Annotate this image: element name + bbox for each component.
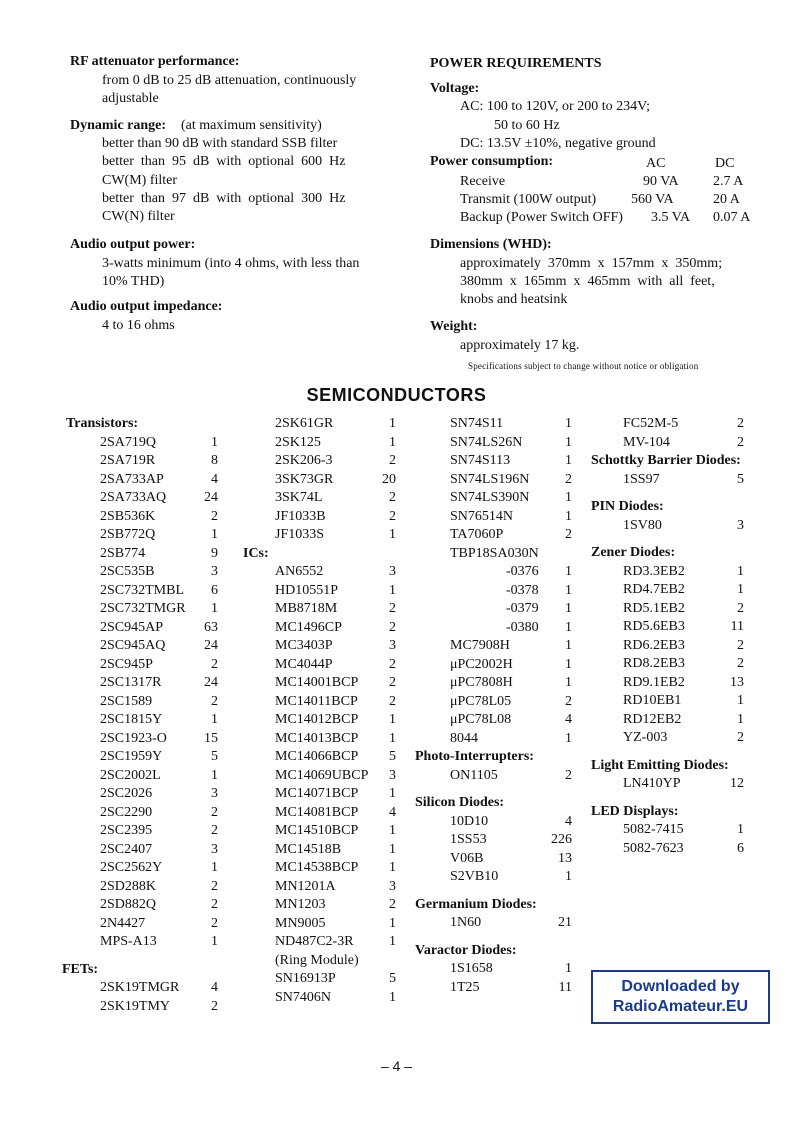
part-number: 2SC1923-O (100, 730, 167, 746)
part-number: MC14071BCP (275, 786, 359, 801)
spec-consumption-label: Transmit (100W output) (460, 192, 597, 207)
part-number: LN410YP (623, 776, 681, 791)
part-quantity: 63 (204, 619, 218, 635)
part-quantity: 6 (737, 840, 744, 856)
part-number: 2SC2407 (100, 841, 153, 857)
part-row (0, 674, 748, 692)
part-number: 2SA719Q (100, 434, 157, 450)
part-number: YZ-003 (623, 730, 668, 745)
part-row (0, 618, 748, 636)
spec-consumption-ac: 560 VA (631, 192, 674, 207)
spec-dynamic-line: CW(M) filter (102, 173, 178, 188)
part-number: MC14011BCP (275, 693, 358, 709)
category-heading (0, 544, 748, 562)
part-number: JF1033S (275, 527, 325, 542)
part-quantity: 1 (389, 915, 396, 931)
part-quantity: 1 (389, 416, 396, 431)
spec-rf-line: adjustable (102, 91, 159, 106)
part-quantity: 1 (565, 434, 572, 450)
spec-dynamic-note: (at maximum sensitivity) (181, 118, 322, 133)
category-label: Photo-Interrupters: (415, 749, 534, 764)
part-quantity: 1 (565, 869, 572, 884)
spec-consumption-col-ac: AC (646, 156, 666, 171)
part-quantity: 13 (730, 674, 744, 690)
part-row (0, 692, 748, 710)
part-number: -0380 (506, 619, 539, 635)
part-quantity: 13 (558, 850, 572, 866)
spec-audio-line: 3-watts minimum (into 4 ohms, with less than (102, 256, 360, 271)
part-quantity: 2 (565, 527, 572, 542)
part-number: μPC78L05 (450, 693, 512, 709)
page-number: – 4 – (380, 1058, 413, 1074)
part-quantity: 1 (565, 564, 572, 579)
part-quantity: 1 (389, 527, 396, 542)
part-number: MV-104 (623, 434, 670, 450)
spec-audio-line: 10% THD) (102, 274, 165, 289)
part-number: 5082-7623 (623, 840, 684, 856)
part-quantity: 1 (565, 508, 572, 524)
spec-dimensions-line: knobs and heatsink (460, 292, 568, 307)
part-quantity: 2 (211, 508, 218, 524)
part-number: 2SC2562Y (100, 860, 163, 875)
part-number: SN74S11 (450, 416, 504, 431)
part-quantity: 24 (204, 675, 218, 690)
spec-voltage-line: DC: 13.5V ±10%, negative ground (460, 136, 656, 151)
part-quantity: 3 (389, 638, 396, 653)
part-number: 2SC2002L (100, 767, 161, 783)
stamp-line: RadioAmateur.EU (612, 998, 749, 1015)
part-number: MN1201A (275, 878, 336, 894)
part-number: RD8.2EB3 (623, 656, 685, 671)
part-number: MPS-A13 (100, 934, 157, 949)
part-number: 10D10 (450, 813, 489, 829)
part-number: 2SB772Q (100, 527, 156, 542)
spec-weight-heading: Weight: (430, 319, 478, 334)
part-number: -0376 (506, 564, 539, 579)
spec-consumption-ac: 90 VA (643, 174, 679, 189)
part-number: RD4.7EB2 (623, 582, 685, 597)
part-quantity: 3 (211, 841, 218, 857)
part-quantity: 2 (389, 693, 396, 709)
category-label: Silicon Diodes: (415, 795, 505, 810)
part-number: MC14066BCP (275, 749, 359, 764)
part-quantity: 2 (211, 804, 218, 820)
part-number: MC14518B (275, 841, 342, 857)
part-row (0, 415, 748, 433)
part-number: 1N60 (450, 915, 482, 930)
part-quantity: 5 (389, 971, 396, 986)
spec-consumption-ac: 3.5 VA (651, 210, 691, 225)
part-number: 2SK19TMGR (100, 980, 180, 995)
category-heading (0, 498, 748, 516)
part-number: 1SS97 (623, 471, 660, 487)
part-number: MC14510BCP (275, 823, 359, 838)
category-label: FETs: (62, 961, 99, 977)
part-number: 2SC945AP (100, 619, 164, 635)
spec-impedance-heading: Audio output impedance: (70, 299, 223, 314)
part-quantity: 11 (730, 619, 744, 634)
category-label: Schottky Barrier Diodes: (591, 453, 741, 468)
part-number: 2SD882Q (100, 897, 157, 912)
part-quantity: 3 (211, 564, 218, 579)
part-quantity: 1 (211, 767, 218, 783)
part-number: 2SC1959Y (100, 749, 163, 764)
part-number: MC14538BCP (275, 860, 359, 875)
part-number: 2SC945AQ (100, 638, 166, 653)
part-quantity: 4 (565, 813, 572, 829)
part-quantity: 1 (211, 527, 218, 542)
part-number: RD5.6EB3 (623, 619, 685, 634)
part-quantity: 2 (565, 693, 572, 709)
spec-consumption-label: Receive (460, 174, 506, 189)
part-quantity: 3 (389, 564, 396, 579)
part-quantity: 12 (730, 776, 744, 791)
part-number: SN74S113 (450, 453, 511, 468)
part-number: 2SC2026 (100, 786, 153, 801)
spec-consumption-dc: 0.07 A (713, 210, 751, 225)
part-number: ON1105 (450, 767, 498, 783)
spec-rf-heading: RF attenuator performance: (70, 54, 240, 69)
category-heading (0, 452, 748, 470)
part-quantity: 2 (737, 416, 744, 431)
part-quantity: 226 (551, 832, 572, 847)
spec-dynamic-line: CW(N) filter (102, 209, 175, 224)
part-number: HD10551P (275, 582, 339, 598)
part-quantity: 1 (565, 675, 572, 690)
part-quantity: 2 (389, 897, 396, 912)
part-quantity: 2 (565, 471, 572, 487)
part-row (0, 979, 576, 997)
part-number: SN74LS390N (450, 490, 530, 505)
part-number: SN74LS26N (450, 434, 523, 450)
part-quantity: 1 (389, 786, 396, 801)
part-number: -0378 (506, 582, 539, 598)
category-heading (0, 803, 748, 821)
category-label: LED Displays: (591, 803, 679, 819)
part-row (0, 471, 748, 489)
part-number: 2SC945P (100, 656, 153, 672)
part-quantity: 2 (211, 823, 218, 838)
part-quantity: 8 (211, 453, 218, 468)
part-quantity: 2 (565, 767, 572, 783)
part-number: RD3.3EB2 (623, 563, 685, 579)
spec-dimensions-heading: Dimensions (WHD): (430, 237, 552, 252)
part-number: V06B (450, 850, 484, 866)
part-number: (Ring Module) (275, 952, 359, 968)
part-quantity: 4 (211, 471, 218, 487)
part-number: 2SC732TMGR (100, 601, 186, 616)
part-quantity: 24 (204, 490, 218, 505)
part-quantity: 1 (389, 860, 396, 875)
category-label: Light Emitting Diodes: (591, 757, 729, 773)
part-quantity: 4 (389, 804, 396, 820)
category-label: PIN Diodes: (591, 499, 664, 514)
part-quantity: 4 (211, 980, 218, 995)
part-number: 2SC2395 (100, 823, 153, 838)
part-quantity: 2 (211, 998, 218, 1014)
part-number: SN74LS196N (450, 471, 530, 487)
part-number: 2SA733AP (100, 471, 164, 487)
category-heading (0, 757, 748, 775)
part-number: MC7908H (450, 638, 510, 653)
category-label: Germanium Diodes: (415, 896, 537, 912)
part-quantity: 2 (211, 878, 218, 894)
part-quantity: 1 (565, 638, 572, 653)
spec-impedance-line: 4 to 16 ohms (102, 318, 175, 333)
part-number: RD9.1EB2 (623, 674, 685, 690)
part-number: 2SK61GR (275, 416, 334, 431)
part-quantity: 1 (211, 934, 218, 949)
part-quantity: 2 (211, 693, 218, 709)
part-number: RD12EB2 (623, 711, 682, 727)
part-quantity: 2 (389, 675, 396, 690)
part-quantity: 2 (737, 434, 744, 450)
part-number: S2VB10 (450, 869, 499, 884)
category-label: Zener Diodes: (591, 545, 676, 560)
part-row (0, 434, 748, 452)
spec-audio-heading: Audio output power: (70, 237, 196, 252)
part-number: MN1203 (275, 897, 326, 912)
part-quantity: 1 (211, 434, 218, 450)
parts-column-4 (0, 415, 760, 975)
spec-dimensions-line: 380mm x 165mm x 465mm with all feet, (460, 274, 715, 289)
part-row (0, 821, 748, 839)
part-number: MC14081BCP (275, 804, 359, 820)
part-quantity: 2 (389, 619, 396, 635)
part-quantity: 2 (389, 508, 396, 524)
part-row (0, 637, 748, 655)
spec-voltage-heading: Voltage: (430, 81, 480, 96)
part-quantity: 3 (737, 517, 744, 533)
spec-consumption-dc: 2.7 A (713, 174, 744, 189)
part-number: μPC7808H (450, 675, 513, 690)
spec-consumption-heading: Power consumption: (430, 154, 554, 169)
part-quantity: 2 (389, 453, 396, 468)
category-label: Transistors: (66, 416, 139, 431)
part-quantity: 24 (204, 638, 218, 653)
part-quantity: 11 (558, 979, 572, 995)
part-quantity: 6 (211, 582, 218, 598)
part-number: 2SC732TMBL (100, 582, 185, 598)
part-number: MC14069UBCP (275, 767, 369, 783)
part-number: μPC2002H (450, 656, 513, 672)
part-quantity: 1 (565, 961, 572, 976)
part-row (0, 655, 748, 673)
part-row (0, 840, 748, 858)
part-quantity: 1 (211, 601, 218, 616)
part-quantity: 2 (737, 656, 744, 671)
part-number: 1S1658 (450, 961, 493, 976)
part-number: μPC78L08 (450, 712, 512, 727)
part-number: RD5.1EB2 (623, 600, 685, 616)
part-quantity: 2 (211, 656, 218, 672)
part-number: SN76514N (450, 508, 514, 524)
part-quantity: 1 (389, 823, 396, 838)
part-number: 1SS53 (450, 832, 487, 847)
part-quantity: 2 (737, 600, 744, 616)
part-row (0, 775, 748, 793)
spec-consumption-dc: 20 A (713, 192, 740, 207)
category-label: ICs: (243, 545, 269, 561)
part-number: MC1496CP (275, 619, 342, 635)
part-number: RD10EB1 (623, 693, 682, 708)
spec-voltage-line: 50 to 60 Hz (494, 118, 560, 133)
part-number: MC14013BCP (275, 730, 359, 746)
part-number: 2SC1317R (100, 675, 162, 690)
part-quantity: 1 (565, 416, 572, 431)
part-number: 1SV80 (623, 517, 662, 533)
part-quantity: 2 (737, 637, 744, 653)
category-label: Varactor Diodes: (415, 942, 517, 958)
part-number: AN6552 (275, 564, 324, 579)
part-number: 2SD288K (100, 878, 157, 894)
part-quantity: 2 (211, 915, 218, 931)
part-quantity: 1 (389, 841, 396, 857)
download-stamp (591, 970, 770, 1024)
spec-dynamic-line: better than 97 dB with optional 300 Hz (102, 191, 346, 206)
part-quantity: 1 (737, 711, 744, 727)
part-number: MB8718M (275, 601, 338, 616)
part-quantity: 3 (211, 786, 218, 801)
part-number: MC4044P (275, 656, 333, 672)
part-quantity: 1 (737, 822, 744, 837)
part-row (0, 563, 748, 581)
part-number: 2SC2290 (100, 804, 153, 820)
spec-consumption-col-dc: DC (715, 156, 735, 171)
part-quantity: 1 (389, 712, 396, 727)
part-quantity: 1 (565, 490, 572, 505)
part-number: 2SB774 (100, 545, 146, 561)
part-number: ND487C2-3R (275, 934, 354, 949)
spec-disclaimer: Specifications subject to change without notice or obligation (468, 361, 699, 371)
part-number: SN16913P (275, 971, 336, 986)
part-quantity: 20 (382, 471, 396, 487)
spec-dynamic-line: better than 90 dB with standard SSB filter (102, 136, 338, 151)
part-number: 5082-7415 (623, 822, 684, 837)
spec-dynamic-line: better than 95 dB with optional 600 Hz (102, 154, 346, 169)
spec-weight-line: approximately 17 kg. (460, 338, 580, 353)
part-row (0, 581, 748, 599)
part-quantity: 1 (389, 989, 396, 1005)
spec-rf-line: from 0 dB to 25 dB attenuation, continuously (102, 73, 357, 88)
spec-dimensions-line: approximately 370mm x 157mm x 350mm; (460, 256, 723, 271)
part-quantity: 1 (565, 582, 572, 598)
part-quantity: 5 (737, 471, 744, 487)
part-quantity: 1 (389, 730, 396, 746)
part-quantity: 1 (211, 712, 218, 727)
part-number: 2SK206-3 (275, 453, 333, 468)
part-quantity: 1 (565, 601, 572, 616)
part-quantity: 3 (389, 767, 396, 783)
part-quantity: 1 (565, 656, 572, 672)
part-number: FC52M-5 (623, 416, 679, 431)
part-number: RD6.2EB3 (623, 637, 685, 653)
part-number: 8044 (450, 730, 478, 746)
part-number: MC3403P (275, 638, 333, 653)
part-number: 2SC1589 (100, 693, 153, 709)
part-quantity: 2 (389, 601, 396, 616)
part-number: -0379 (506, 601, 539, 616)
spec-power-heading: POWER REQUIREMENTS (430, 56, 602, 71)
part-quantity: 1 (565, 730, 572, 746)
part-quantity: 1 (737, 582, 744, 597)
part-quantity: 1 (737, 693, 744, 708)
part-number: 3SK74L (275, 490, 323, 505)
part-quantity: 15 (204, 730, 218, 746)
spec-dynamic-heading: Dynamic range: (70, 118, 167, 133)
part-row (0, 517, 748, 535)
spec-voltage-line: AC: 100 to 120V, or 200 to 234V; (460, 99, 651, 114)
part-quantity: 1 (565, 453, 572, 468)
part-number: 2SA733AQ (100, 490, 167, 505)
part-number: 2SC1815Y (100, 712, 163, 727)
part-number: SN7406N (275, 989, 332, 1005)
part-number: 2SC535B (100, 564, 155, 579)
part-number: 3SK73GR (275, 471, 334, 487)
part-row (0, 711, 748, 729)
part-quantity: 3 (389, 878, 396, 894)
part-number: 2SA719R (100, 453, 156, 468)
part-number: 2SB536K (100, 508, 156, 524)
part-quantity: 4 (565, 712, 572, 727)
part-number: MN9005 (275, 915, 326, 931)
part-number: 2SK19TMY (100, 998, 171, 1014)
part-quantity: 21 (558, 915, 572, 930)
part-quantity: 9 (211, 545, 218, 561)
part-number: 2SK125 (275, 434, 321, 450)
spec-consumption-label: Backup (Power Switch OFF) (460, 210, 623, 225)
part-quantity: 1 (389, 434, 396, 450)
part-quantity: 5 (389, 749, 396, 764)
part-quantity: 2 (211, 897, 218, 912)
part-quantity: 5 (211, 749, 218, 764)
part-row (0, 729, 748, 747)
part-quantity: 2 (737, 730, 744, 745)
part-quantity: 1 (389, 582, 396, 598)
part-quantity: 1 (211, 860, 218, 875)
part-quantity: 1 (737, 563, 744, 579)
part-number: TBP18SA030N (450, 545, 539, 561)
part-number: 2N4427 (100, 915, 146, 931)
part-number: MC14001BCP (275, 675, 359, 690)
stamp-line: Downloaded by (621, 978, 740, 995)
section-title: SEMICONDUCTORS (306, 385, 487, 405)
part-quantity: 1 (565, 619, 572, 635)
part-number: TA7060P (450, 527, 504, 542)
part-row (0, 600, 748, 618)
part-quantity: 1 (389, 934, 396, 949)
part-quantity: 2 (389, 490, 396, 505)
part-number: JF1033B (275, 508, 326, 524)
part-number: MC14012BCP (275, 712, 359, 727)
part-quantity: 2 (389, 656, 396, 672)
part-number: 1T25 (450, 979, 480, 995)
